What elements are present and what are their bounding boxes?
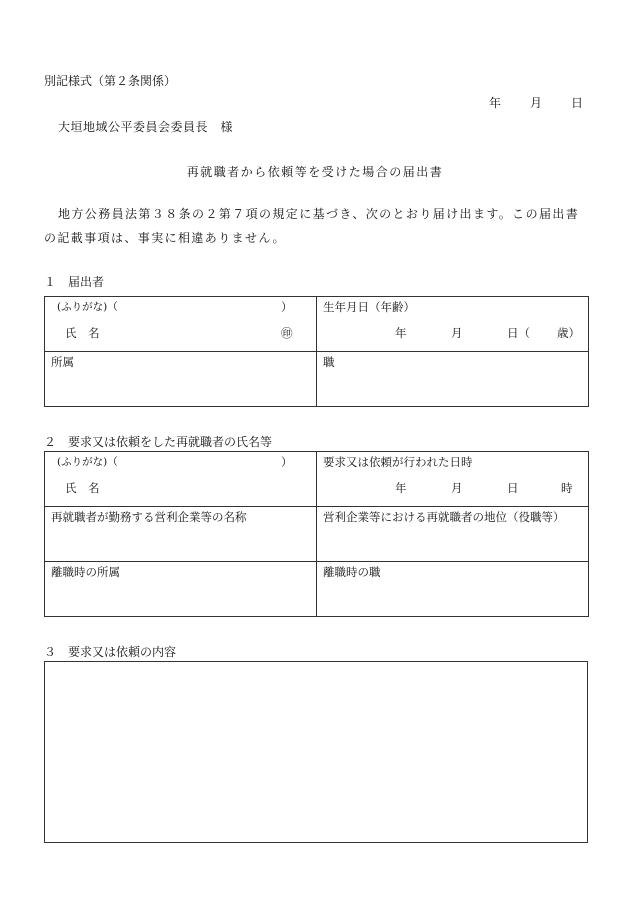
date-month: 月 <box>530 96 543 110</box>
furigana-label: (ふりがな)（ <box>57 456 118 468</box>
form-label: 別記様式（第２条関係） <box>44 74 177 88</box>
birth-day: 日（ <box>507 326 530 340</box>
intro-text: 地方公務員法第３８条の２第７項の規定に基づき、次のとおり届け出ます。この届出書の記載事項は、事実に相違ありません。 <box>44 207 580 245</box>
name-label: 氏 名 <box>65 481 100 495</box>
affiliation-cell[interactable] <box>45 352 317 407</box>
request-datetime-cell[interactable] <box>317 452 589 507</box>
request-datetime-label: 要求又は依頼が行われた日時 <box>323 455 473 469</box>
reemployed-table <box>44 451 589 617</box>
request-content-box[interactable] <box>45 662 588 843</box>
request-content-table <box>44 661 588 843</box>
furigana-close: ） <box>281 300 293 314</box>
post-label: 職 <box>323 355 335 369</box>
post-cell[interactable] <box>317 352 589 407</box>
section3-heading: ３ 要求又は依頼の内容 <box>44 645 177 659</box>
birth-month: 月 <box>451 326 463 340</box>
birth-age: 歳） <box>557 326 580 340</box>
furigana-close: ） <box>281 455 293 469</box>
notifier-table <box>44 296 589 407</box>
birthdate-cell[interactable] <box>317 297 589 352</box>
section1-heading: １ 届出者 <box>44 275 105 289</box>
affiliation-label: 所属 <box>51 355 74 369</box>
seal-mark: ㊞ <box>281 326 293 340</box>
document-title: 再就職者から依頼等を受けた場合の届出書 <box>186 165 444 179</box>
former-affiliation-cell[interactable] <box>45 562 317 617</box>
former-post-cell[interactable] <box>317 562 589 617</box>
dt-day: 日 <box>507 481 519 495</box>
former-affiliation-label: 離職時の所属 <box>51 565 120 579</box>
company-position-cell[interactable] <box>317 507 589 562</box>
section2-heading: ２ 要求又は依頼をした再就職者の氏名等 <box>44 435 273 449</box>
name-label: 氏 名 <box>65 326 100 340</box>
date-day: 日 <box>571 96 584 110</box>
former-post-label: 離職時の職 <box>323 565 381 579</box>
dt-year: 年 <box>395 481 407 495</box>
dt-hour: 時 <box>561 481 573 495</box>
dt-month: 月 <box>451 481 463 495</box>
company-name-label: 再就職者が勤務する営利企業等の名称 <box>51 510 247 524</box>
reemployed-name-cell[interactable] <box>45 452 317 507</box>
addressee: 大垣地域公平委員会委員長 様 <box>58 120 234 134</box>
birthdate-label: 生年月日（年齢） <box>323 300 415 314</box>
company-name-cell[interactable] <box>45 507 317 562</box>
notifier-name-cell[interactable] <box>45 297 317 352</box>
furigana-label: (ふりがな)（ <box>57 301 118 313</box>
date-year: 年 <box>489 96 502 110</box>
company-position-label: 営利企業等における再就職者の地位（役職等） <box>323 510 565 524</box>
birth-year: 年 <box>395 326 407 340</box>
